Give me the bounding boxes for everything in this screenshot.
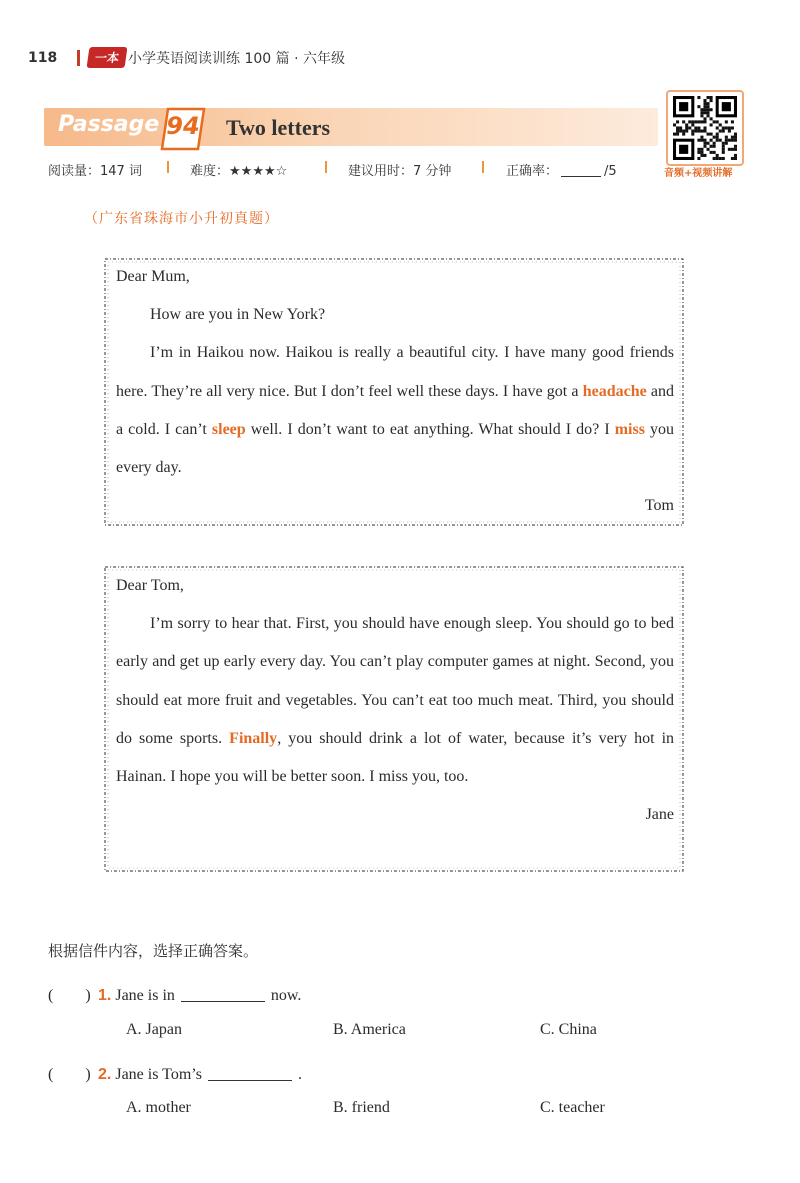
accuracy-blank[interactable] (561, 176, 601, 177)
difficulty-stars: ★★★★☆ (229, 164, 288, 179)
letter-salutation: Dear Mum, (116, 268, 190, 285)
letter-paragraph: How are you in New York? (150, 306, 326, 324)
answer-blank[interactable]: ( ) (48, 987, 91, 1004)
passage-number: 94 (166, 112, 200, 140)
option[interactable]: B. America (333, 1021, 406, 1038)
question-1 (48, 982, 301, 1005)
brand-logo: 一本 (87, 47, 128, 68)
text-run: and a cold. I can’t (116, 382, 674, 438)
question-number: 1. (98, 987, 112, 1004)
passage-title: Two letters (226, 115, 331, 140)
option[interactable]: C. China (540, 1021, 597, 1038)
option[interactable]: C. teacher (540, 1099, 605, 1116)
text-run: well. I don’t want to eat anything. What should I do? I (245, 420, 615, 438)
suggested-time: 建议用时：7 分钟 (348, 164, 452, 179)
meta-separator (167, 161, 169, 173)
letter-paragraph (116, 605, 674, 796)
difficulty (190, 160, 287, 179)
page-number: 118 (28, 50, 58, 66)
keyword: headache (582, 382, 647, 400)
letter-jane (102, 564, 686, 874)
qr-caption: 音频+视频讲解 (664, 168, 733, 179)
question-instruction: 根据信件内容，选择正确答案。 (48, 942, 259, 960)
accuracy-label: 正确率： (506, 164, 559, 179)
option[interactable]: B. friend (333, 1099, 390, 1116)
text-run: you every day. (116, 420, 675, 477)
answer-blank[interactable]: ( ) (48, 1066, 91, 1083)
letter-signature: Jane (645, 806, 674, 824)
option[interactable]: A. mother (126, 1099, 191, 1116)
letter-paragraph (116, 334, 674, 487)
letter-tom (102, 256, 686, 528)
qr-code-icon (673, 96, 737, 160)
passage-label: Passage (58, 112, 160, 137)
meta-separator (482, 161, 484, 173)
letter-signature: Tom (644, 497, 674, 515)
book-title: 小学英语阅读训练 100 篇 · 六年级 (128, 51, 345, 67)
letter-salutation: Dear Tom, (116, 577, 184, 594)
option[interactable]: A. Japan (126, 1021, 182, 1038)
keyword: miss (614, 420, 645, 438)
source-note: （广东省珠海市小升初真题） (84, 211, 279, 227)
qr-code[interactable] (666, 90, 744, 166)
text-run: , you should drink a lot of water, because it’s very hot in Hainan. I hope you will be better soon. I miss you, too. (116, 729, 675, 786)
fill-blank (208, 1080, 292, 1081)
question-number: 2. (98, 1066, 112, 1083)
accuracy-total: /5 (604, 164, 617, 179)
text-run: I’m sorry to hear that. First, you should have enough sleep. You should go to bed early and get up early every day. You can’t play computer games at night. Second, you should eat more fruit and vegetables. You can’t eat too much meat. Third, you should do some sports. (116, 615, 674, 747)
header-divider (77, 50, 80, 66)
fill-blank (181, 1001, 265, 1002)
text-run: I’m in Haikou now. Haikou is really a beautiful city. I have many good friends here. They’re all very nice. But I don’t feel well these days. I have got a (116, 344, 674, 400)
keyword: sleep (211, 420, 246, 438)
difficulty-label: 难度： (190, 164, 230, 179)
passage-number-badge (160, 107, 204, 151)
question-stem: Jane is in (115, 987, 175, 1004)
question-2 (48, 1061, 302, 1084)
word-count: 阅读量：147 词 (48, 164, 142, 179)
question-stem: . (297, 1066, 302, 1083)
accuracy (506, 160, 617, 179)
question-stem: now. (270, 987, 302, 1004)
question-stem: Jane is Tom’s (115, 1066, 202, 1083)
meta-separator (325, 161, 327, 173)
keyword: Finally (229, 729, 278, 747)
